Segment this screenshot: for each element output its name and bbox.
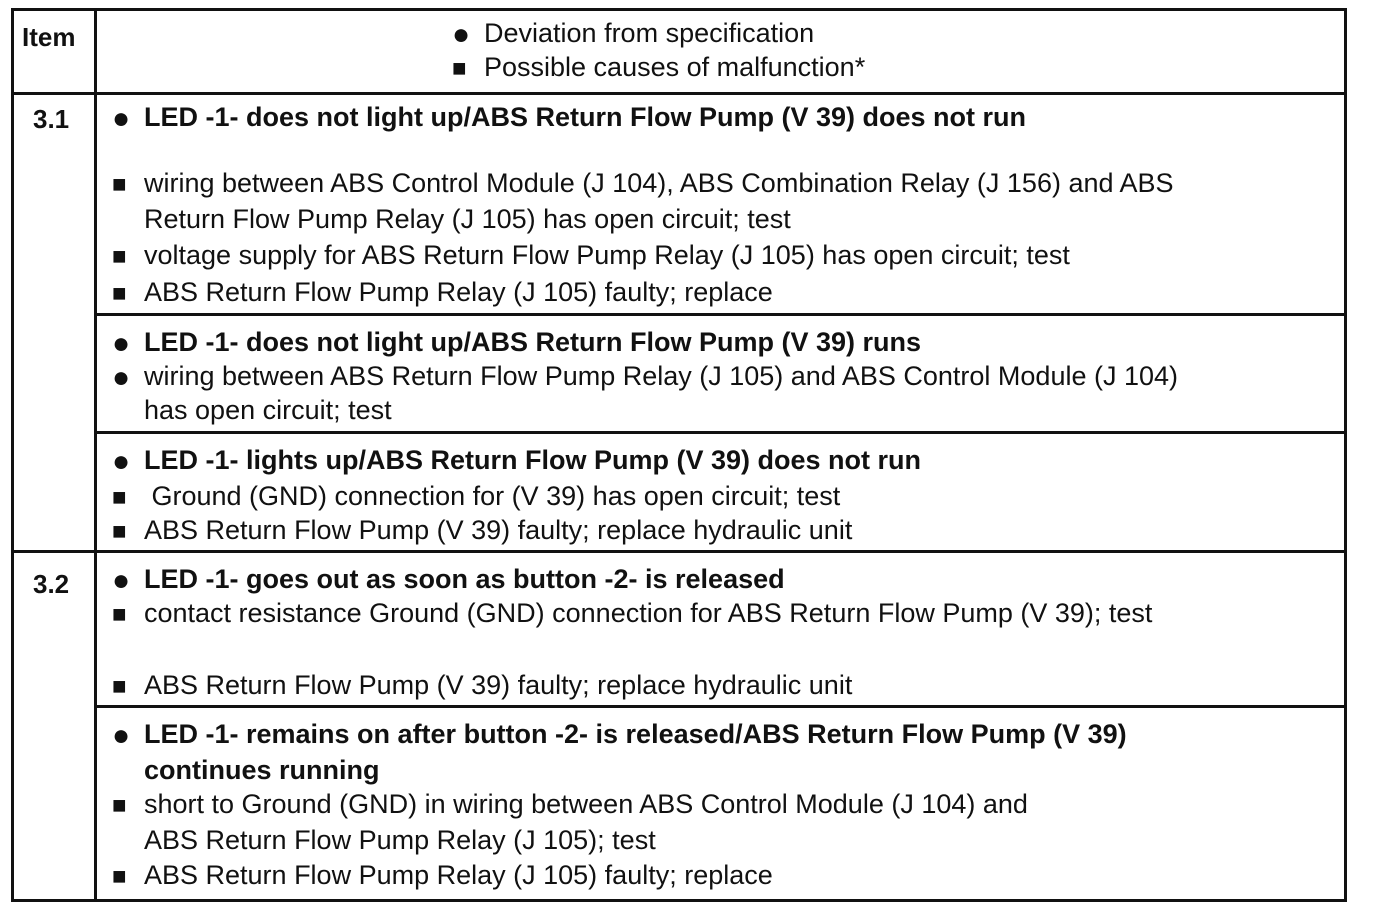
bullet-dot-icon: ● — [452, 18, 471, 51]
bullet-square-icon: ■ — [112, 484, 127, 512]
cause-line-continued: Return Flow Pump Relay (J 105) has open circuit; test — [144, 204, 791, 234]
cause-line: ■ contact resistance Ground (GND) connection for ABS Return Flow Pump (V 39); test — [112, 596, 1152, 632]
cause-line: ■ ABS Return Flow Pump Relay (J 105) faulty; replace — [112, 275, 773, 311]
deviation-line-continued: continues running — [144, 755, 380, 785]
bullet-dot-icon: ● — [112, 327, 131, 361]
block-divider — [94, 313, 1347, 316]
cause-line: ■ wiring between ABS Control Module (J 104), ABS Combination Relay (J 156) and ABS — [112, 166, 1174, 202]
item-number: 3.2 — [33, 569, 70, 599]
bullet-square-icon: ■ — [112, 863, 127, 891]
column-divider — [94, 8, 97, 902]
header-divider — [11, 92, 1347, 95]
item-number: 3.1 — [33, 104, 70, 134]
deviation-line: ● LED -1- goes out as soon as button -2- is released — [112, 564, 785, 598]
legend-deviation: ● Deviation from specification — [452, 18, 815, 51]
bullet-square-icon: ■ — [112, 171, 127, 199]
deviation-line: ● wiring between ABS Return Flow Pump Relay (J 105) and ABS Control Module (J 104) — [112, 361, 1179, 395]
cause-line-continued: ABS Return Flow Pump Relay (J 105); test — [144, 825, 656, 855]
bullet-square-icon: ■ — [112, 792, 127, 820]
deviation-line: ● LED -1- remains on after button -2- is released/ABS Return Flow Pump (V 39) — [112, 719, 1127, 753]
bullet-dot-icon: ● — [112, 719, 131, 753]
cause-line: ■ Ground (GND) connection for (V 39) has open circuit; test — [112, 479, 840, 515]
section-divider — [11, 550, 1347, 553]
deviation-line-continued: has open circuit; test — [144, 395, 392, 425]
cause-line: ■ ABS Return Flow Pump (V 39) faulty; replace hydraulic unit — [112, 513, 852, 549]
deviation-line: ● LED -1- does not light up/ABS Return Flow Pump (V 39) does not run — [112, 102, 1026, 136]
deviation-line: ● LED -1- lights up/ABS Return Flow Pump (V 39) does not run — [112, 445, 922, 479]
cause-line: ■ voltage supply for ABS Return Flow Pump Relay (J 105) has open circuit; test — [112, 238, 1070, 274]
cause-line: ■ ABS Return Flow Pump Relay (J 105) faulty; replace — [112, 858, 773, 894]
cause-line: ■ ABS Return Flow Pump (V 39) faulty; replace hydraulic unit — [112, 668, 852, 704]
bullet-dot-icon: ● — [112, 445, 131, 479]
legend-causes: ■ Possible causes of malfunction* — [452, 52, 866, 82]
block-divider — [94, 705, 1347, 708]
bullet-dot-icon: ● — [112, 564, 131, 598]
bullet-square-icon: ■ — [452, 54, 467, 82]
bullet-dot-icon: ● — [112, 102, 131, 136]
bullet-square-icon: ■ — [112, 243, 127, 271]
bullet-square-icon: ■ — [112, 601, 127, 629]
deviation-line: ● LED -1- does not light up/ABS Return Flow Pump (V 39) runs — [112, 327, 922, 361]
bullet-square-icon: ■ — [112, 518, 127, 546]
bullet-square-icon: ■ — [112, 673, 127, 701]
bullet-square-icon: ■ — [112, 280, 127, 308]
cause-line: ■ short to Ground (GND) in wiring between ABS Control Module (J 104) and — [112, 787, 1028, 823]
block-divider — [94, 431, 1347, 434]
bullet-dot-icon: ● — [112, 361, 131, 395]
item-column-header: Item — [22, 22, 76, 52]
